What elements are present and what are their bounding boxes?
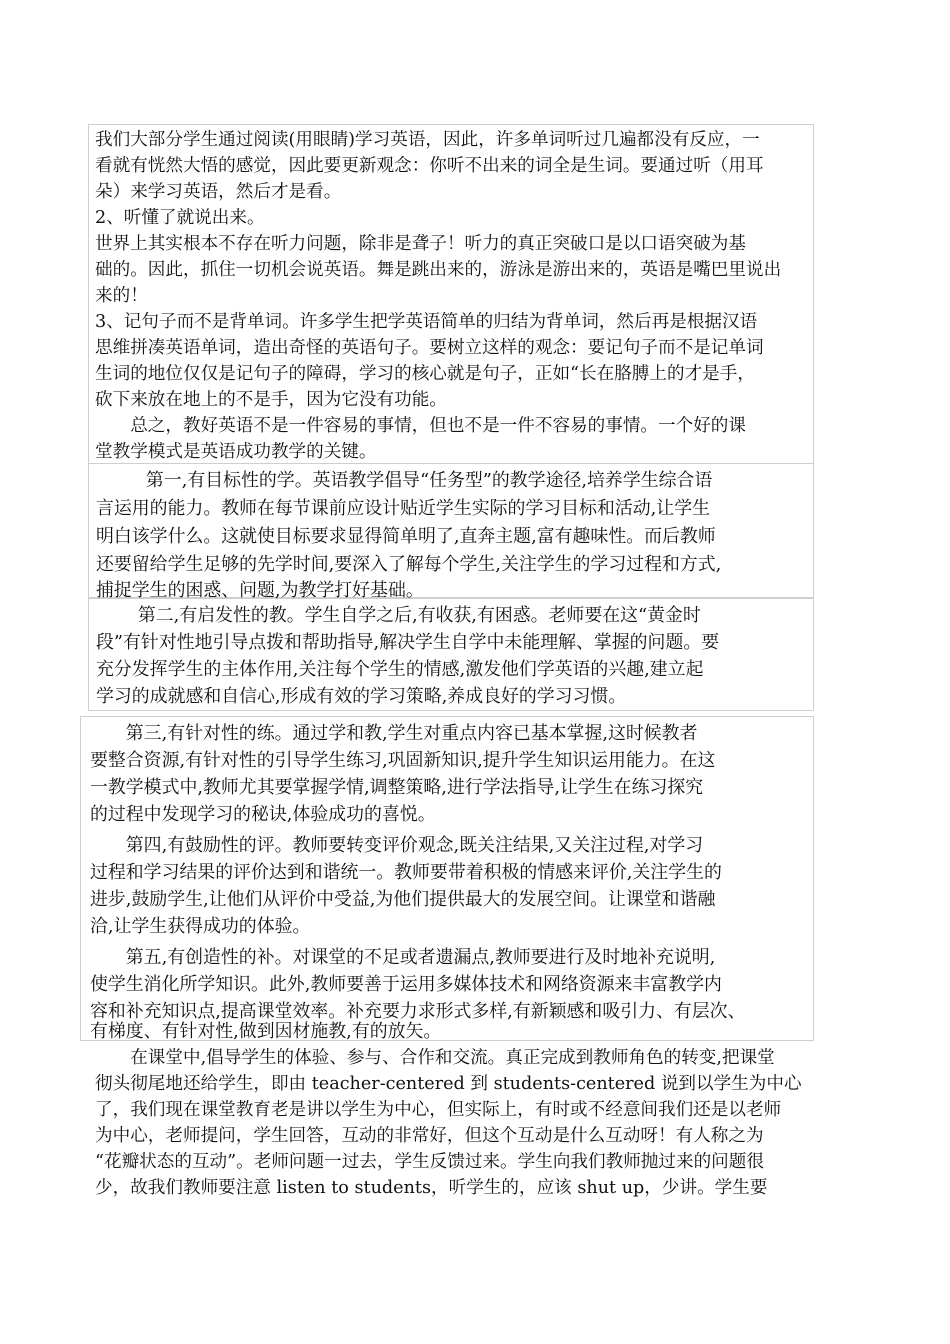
intro-line: 思维拼凑英语单词，造出奇怪的英语句子。要树立这样的观念：要记句子而不是记单词 xyxy=(95,338,764,358)
section-third-line: 一教学模式中,教师尤其要掌握学情,调整策略,进行学法指导,让学生在练习探究 xyxy=(90,777,704,798)
classroom-line: 为中心，老师提问，学生回答，互动的非常好，但这个互动是什么互动呀！有人称之为 xyxy=(95,1126,764,1146)
intro-line: 2、听懂了就说出来。 xyxy=(95,208,265,228)
intro-line: 来的！ xyxy=(95,286,148,306)
section-second-line: 段”有针对性地引导点拨和帮助指导,解决学生自学中未能理解、掌握的问题。要 xyxy=(96,632,720,653)
intro-line: 总之，教好英语不是一件容易的事情，但也不是一件不容易的事情。一个好的课 xyxy=(95,416,746,436)
section-fifth-line: 容和补充知识点,提高课堂效率。补充要力求形式多样,有新颖感和吸引力、有层次、 xyxy=(90,1001,746,1022)
section-third-line: 要整合资源,有针对性的引导学生练习,巩固新知识,提升学生知识运用能力。在这 xyxy=(90,750,716,771)
intro-line: 堂教学模式是英语成功教学的关键。 xyxy=(95,442,377,462)
intro-line: 看就有恍然大悟的感觉，因此要更新观念：你听不出来的词全是生词。要通过听（用耳 xyxy=(95,156,764,176)
section-first-line: 第一,有目标性的学。英语教学倡导“任务型”的教学途径,培养学生综合语 xyxy=(128,470,713,491)
classroom-line: 彻头彻尾地还给学生，即由 teacher-centered 到 students-centered 说到以学生为中心 xyxy=(95,1074,802,1094)
section-first-line: 还要留给学生足够的先学时间,要深入了解每个学生,关注学生的学习过程和方式, xyxy=(96,554,722,575)
section-third-line: 第三,有针对性的练。通过学和教,学生对重点内容已基本掌握,这时候教者 xyxy=(90,723,698,744)
section-fourth-line: 过程和学习结果的评价达到和谐统一。教师要带着积极的情感来评价,关注学生的 xyxy=(90,862,722,883)
section-fifth-line: 有梯度、有针对性,做到因材施教,有的放矢。 xyxy=(90,1021,442,1042)
section-second-line: 学习的成就感和自信心,形成有效的学习策略,养成良好的学习习惯。 xyxy=(96,686,627,707)
intro-line: 础的。因此，抓住一切机会说英语。舞是跳出来的，游泳是游出来的，英语是嘴巴里说出 xyxy=(95,260,782,280)
section-fifth-line: 第五,有创造性的补。对课堂的不足或者遗漏点,教师要进行及时地补充说明, xyxy=(90,947,716,968)
section-fourth-line: 进步,鼓励学生,让他们从评价中受益,为他们提供最大的发展空间。让课堂和谐融 xyxy=(90,889,716,910)
intro-line: 3、记句子而不是背单词。许多学生把学英语简单的归结为背单词，然后再是根据汉语 xyxy=(95,312,758,332)
section-first-line: 捕捉学生的困惑、问题,为教学打好基础。 xyxy=(96,580,424,601)
classroom-line: 少，故我们教师要注意 listen to students，听学生的，应该 shut up，少讲。学生要 xyxy=(95,1178,768,1198)
section-fourth-line: 第四,有鼓励性的评。教师要转变评价观念,既关注结果,又关注过程,对学习 xyxy=(90,835,704,856)
section-first-line: 明白该学什么。这就使目标要求显得简单明了,直奔主题,富有趣味性。而后教师 xyxy=(96,526,716,547)
intro-line: 世界上其实根本不存在听力问题，除非是聋子！听力的真正突破口是以口语突破为基 xyxy=(95,234,746,254)
intro-line: 朵）来学习英语，然后才是看。 xyxy=(95,182,342,202)
classroom-line: 了，我们现在课堂教育老是讲以学生为中心，但实际上，有时或不经意间我们还是以老师 xyxy=(95,1100,782,1120)
section-fifth-line: 使学生消化所学知识。此外,教师要善于运用多媒体技术和网络资源来丰富教学内 xyxy=(90,974,722,995)
classroom-line: 在课堂中,倡导学生的体验、参与、合作和交流。真正完成到教师角色的转变,把课堂 xyxy=(95,1048,775,1068)
intro-line: 砍下来放在地上的不是手，因为它没有功能。 xyxy=(95,390,447,410)
section-third-line: 的过程中发现学习的秘诀,体验成功的喜悦。 xyxy=(90,804,436,825)
intro-line: 我们大部分学生通过阅读(用眼睛)学习英语，因此，许多单词听过几遍都没有反应，一 xyxy=(95,130,760,150)
section-first-line: 言运用的能力。教师在每节课前应设计贴近学生实际的学习目标和活动,让学生 xyxy=(96,498,710,519)
section-second-line: 充分发挥学生的主体作用,关注每个学生的情感,激发他们学英语的兴趣,建立起 xyxy=(96,659,704,680)
intro-line: 生词的地位仅仅是记句子的障碍，学习的核心就是句子，正如“长在胳膊上的才是手， xyxy=(95,364,755,384)
classroom-line: “花瓣状态的互动”。老师问题一过去，学生反馈过来。学生向我们教师抛过来的问题很 xyxy=(95,1152,764,1172)
section-second-line: 第二,有启发性的教。学生自学之后,有收获,有困惑。老师要在这“黄金时 xyxy=(120,605,701,626)
section-fourth-line: 洽,让学生获得成功的体验。 xyxy=(90,916,311,937)
